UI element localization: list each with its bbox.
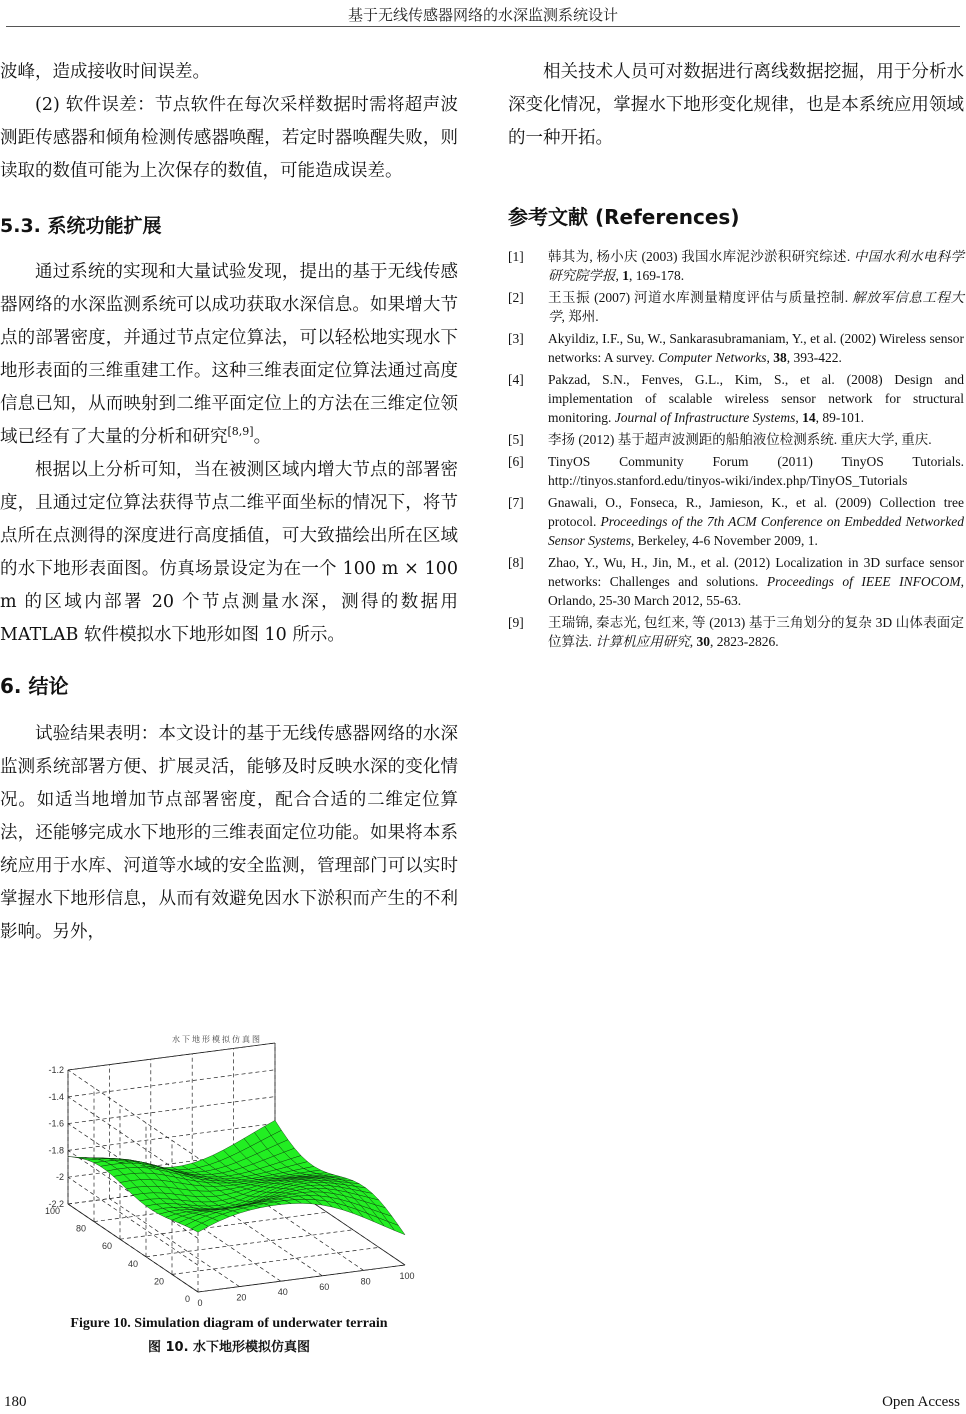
reference-text-b: Computer Networks [658,350,767,365]
reference-text-a: 王瑞锦, 秦志光, 包红来, 等 (2013) 基于三角划分的复杂 3D 山体表面定位算法. [548,615,964,649]
page-number: 180 [4,1394,27,1410]
grid-line [68,1097,275,1124]
reference-text-b: 解放军信息工程大学 [548,290,965,324]
reference-text-b: Journal of Infrastructure Systems [614,410,796,425]
right-column [508,56,964,654]
reference-number: [5] [508,432,524,447]
reference-number: [4] [508,372,524,387]
reference-text-b: Proceedings of IEEE INFOCOM [766,574,961,589]
reference-item [508,329,964,367]
reference-text-c: , [615,268,623,283]
reference-number: [6] [508,454,524,469]
tick-label: -1.8 [48,1145,64,1156]
reference-text-b: 计算机应用研究 [595,634,690,649]
tick-label: 100 [44,1206,60,1216]
tick-label: -1.2 [48,1065,64,1075]
reference-item [508,613,964,651]
reference-text-a: Akyildiz, I.F., Su, W., Sankarasubramaniam, Y., et al. (2002) Wireless sensor networks: A survey. [548,331,964,365]
tick-label: 20 [236,1292,247,1303]
figure-caption-cn: 图 10. 水下地形模拟仿真图 [147,1340,311,1355]
reference-number: [1] [508,249,524,264]
tick-label: 40 [277,1287,288,1298]
reference-list [508,247,964,651]
reference-text-d: 30 [696,634,710,649]
header-rule [6,26,960,27]
reference-item [508,247,964,285]
reference-text-c: , Berkeley, 4-6 November 2009, 1. [630,533,818,548]
paragraph-continuation-right: 相关技术人员可对数据进行离线数据挖掘，用于分析水深变化情况，掌握水下地形变化规律，也是本系统应用领域的一种开拓。 [508,62,964,148]
figure-caption-en: Figure 10. Simulation diagram of underwater terrain [70,1316,388,1331]
tick-label: 40 [127,1258,138,1269]
reference-text-c: , 郑州. [561,309,599,324]
left-column [0,56,458,949]
reference-text-b: 中国水利水电科学研究院学报 [548,249,965,283]
reference-item [508,370,964,427]
reference-number: [2] [508,290,524,305]
reference-text-a: 李扬 (2012) 基于超声波测距的船舶液位检测系统. 重庆大学, 重庆. [548,432,932,447]
reference-text-a: Zhao, Y., Wu, H., Jin, M., et al. (2012) Localization in 3D surface sensor networks: Challenges and solutions. [548,555,964,589]
reference-item [508,493,964,550]
reference-number: [7] [508,495,524,510]
paragraph-conclusion: 试验结果表明：本文设计的基于无线传感器网络的水深监测系统部署方便、扩展灵活，能够及时反映水深的变化情况。如适当地增加节点部署密度，配合合适的二维定位算法，还能够完成水下地形的三维表面定位功能。如果将本系统应用于水库、河道等水域的安全监测，管理部门可以实时掌握水下地形信息，从而有效避免因水下淤积而产生的不利影响。另外， [0,724,458,942]
reference-item [508,452,964,490]
reference-item [508,430,964,449]
reference-text-c: , [766,350,774,365]
section-heading-6: 6. 结论 [0,674,69,698]
reference-text-c: , Orlando, 25-30 March 2012, 55-63. [548,574,964,608]
tick-label: 80 [360,1276,371,1287]
reference-text-e: , 89-101. [815,410,864,425]
paragraph-expansion [0,256,458,454]
reference-number: [3] [508,331,524,346]
reference-item [508,553,964,610]
grid-line [68,1070,198,1158]
reference-text-d: 1 [622,268,629,283]
reference-text-e: , 2823-2826. [710,634,779,649]
tick-label: 80 [75,1223,86,1234]
plot-title: 水下地形模拟仿真图 [172,1035,262,1044]
citation: [8,9] [227,425,254,439]
reference-item [508,288,964,326]
reference-text-e: , 393-422. [786,350,842,365]
reference-text-a: 王玉振 (2007) 河道水库测量精度评估与质量控制. [548,290,853,305]
reference-text-a: 韩其为, 杨小庆 (2003) 我国水库泥沙淤积研究综述. [548,249,854,264]
tick-label: 60 [319,1281,330,1292]
reference-number: [9] [508,615,524,630]
tick-label: -2 [55,1172,64,1183]
reference-text-a: TinyOS Community Forum (2011) TinyOS Tutorials. http://tinyos.stanford.edu/tinyos-wiki/index.php/TinyOS_Tutorials [548,454,964,488]
tick-label: 60 [101,1241,112,1252]
tick-label: 0 [184,1294,190,1304]
paragraph-simulation: 根据以上分析可知，当在被测区域内增大节点的部署密度，且通过定位算法获得节点二维平面坐标的情况下，将节点所在点测得的深度进行高度插值，可大致描绘出所在区域的水下地形表面图。仿真场景设定为在一个 100 m × 100 m 的区域内部署 20 个节点测量水深，测得的数据用 MATLAB 软件模拟水下地形如图 10 所示。 [0,460,458,645]
paragraph-continuation: 波峰，造成接收时间误差。 [0,62,210,82]
reference-text-a: Pakzad, S.N., Fenves, G.L., Kim, S., et al. (2008) Design and implementation of scalable wireless sensor network for structural monitoring. [548,372,964,425]
reference-text-b: Proceedings of the 7th ACM Conference on Embedded Networked Sensor Systems [548,514,964,548]
tick-label: 100 [399,1271,415,1281]
reference-text-e: , 169-178. [629,268,685,283]
grid-line [172,1247,379,1274]
terrain-surface-figure [30,1030,430,1320]
tick-label: -1.4 [48,1091,64,1102]
reference-text-d: 38 [773,350,787,365]
running-head: 基于无线传感器网络的水深监测系统设计 [347,6,618,24]
reference-text-a: Gnawali, O., Fonseca, R., Jamieson, K., et al. (2009) Collection tree protocol. [548,495,964,529]
reference-text-d: 14 [802,410,816,425]
tick-label: 0 [197,1298,203,1308]
paragraph-expansion-text: 通过系统的实现和大量试验发现，提出的基于无线传感器网络的水深监测系统可以成功获取水深信息。如果增大节点的部署密度，并通过节点定位算法，可以轻松地实现水下地形表面的三维重建工作。这种三维表面定位算法通过高度信息已知，从而映射到二维平面定位上的方法在三维定位领域已经有了大量的分析和研究 [0,262,458,447]
x-axis [198,1265,405,1292]
paragraph-expansion-end: 。 [253,427,272,447]
paragraph-software-error: (2) 软件误差：节点软件在每次采样数据时需将超声波测距传感器和倾角检测传感器唤醒，若定时器唤醒失败，则读取的数值可能为上次保存的数值，可能造成误差。 [0,95,458,181]
references-heading: 参考文献 (References) [508,205,740,229]
section-heading-5-3: 5.3. 系统功能扩展 [0,215,162,237]
tick-label: -2.2 [48,1199,64,1209]
reference-text-c: , [689,634,697,649]
box-edge [68,1043,275,1070]
grid-line [146,1230,353,1257]
journal-label: Open Access [882,1394,960,1410]
grid-line [68,1070,275,1097]
reference-text-c: , [795,410,803,425]
tick-label: 20 [153,1276,164,1287]
reference-number: [8] [508,555,524,570]
tick-label: -1.6 [48,1118,64,1129]
